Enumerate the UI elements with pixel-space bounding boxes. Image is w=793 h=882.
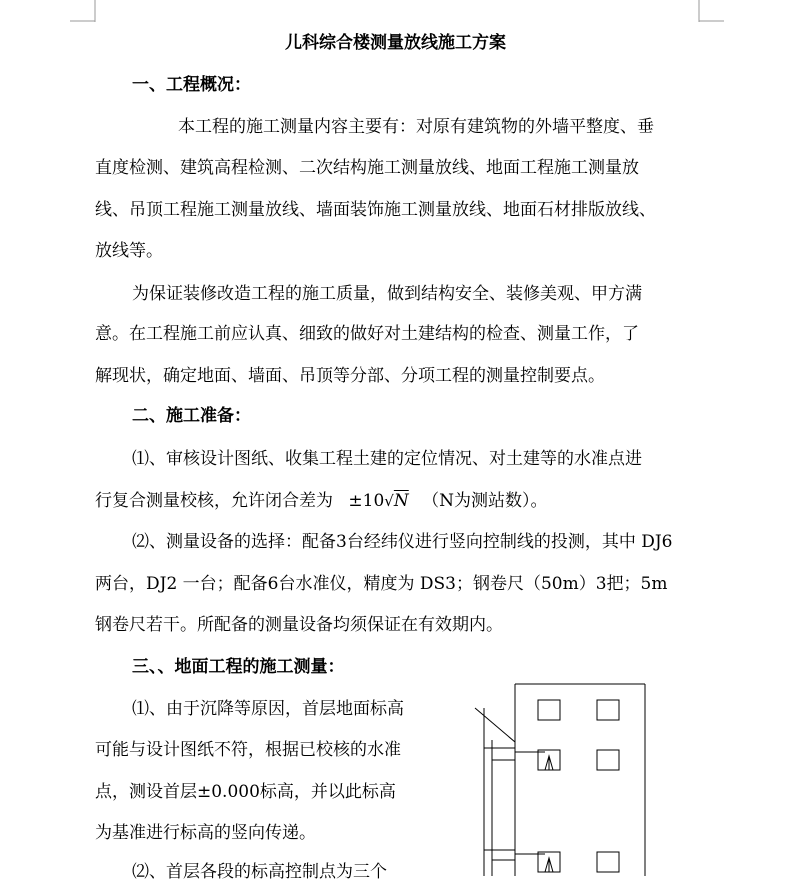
- paragraph-line-with-formula: [95, 491, 548, 511]
- paragraph-line: 线、吊顶工程施工测量放线、墙面装饰施工测量放线、地面石材排版放线、: [95, 200, 656, 220]
- paragraph-line: ⑵、首层各段的标高控制点为三个: [132, 862, 387, 882]
- window: [597, 852, 619, 872]
- paragraph-line: 本工程的施工测量内容主要有：对原有建筑物的外墙平整度、垂: [178, 117, 654, 137]
- formula-radicand: N: [393, 491, 409, 511]
- document-title: 儿科综合楼测量放线施工方案: [285, 33, 506, 53]
- paragraph-line: 放线等。: [95, 241, 163, 261]
- radical-sign: √: [384, 492, 394, 510]
- leader-line: [475, 708, 515, 742]
- paragraph-line: 两台，DJ2 一台；配备6台水准仪，精度为 DS3；钢卷尺（50m）3把；5m: [95, 574, 668, 594]
- paragraph-line: 解现状，确定地面、墙面、吊顶等分部、分项工程的测量控制要点。: [95, 366, 605, 386]
- paragraph-line: 意。在工程施工前应认真、细致的做好对土建结构的检查、测量工作，了: [95, 324, 639, 344]
- section-heading: 二、施工准备：: [132, 406, 251, 426]
- paragraph-line: 可能与设计图纸不符，根据已校核的水准: [95, 740, 401, 760]
- paragraph-line: ⑵、测量设备的选择：配备3台经纬仪进行竖向控制线的投测，其中 DJ6: [132, 532, 673, 552]
- page-corner-marks: [0, 0, 793, 30]
- paragraph-line: 直度检测、建筑高程检测、二次结构施工测量放线、地面工程施工测量放: [95, 158, 639, 178]
- paragraph-line: 钢卷尺若干。所配备的测量设备均须保证在有效期内。: [95, 615, 503, 635]
- formula-line-note: （N为测站数）。: [422, 491, 548, 511]
- building-elevation-diagram: [470, 660, 670, 876]
- window: [597, 750, 619, 770]
- formula-line-text: 行复合测量校核，允许闭合差为: [95, 491, 333, 511]
- paragraph-line: 为保证装修改造工程的施工质量，做到结构安全、装修美观、甲方满: [132, 284, 642, 304]
- section-heading: 三、、地面工程的施工测量：: [132, 657, 345, 677]
- window: [597, 700, 619, 720]
- formula-prefix: ±10: [348, 491, 385, 511]
- window: [538, 700, 560, 720]
- paragraph-line: 为基准进行标高的竖向传递。: [95, 823, 316, 843]
- closure-tolerance-formula: [348, 491, 414, 511]
- section-heading: 一、工程概况：: [132, 75, 251, 95]
- paragraph-line: ⑴、由于沉降等原因，首层地面标高: [132, 699, 404, 719]
- paragraph-line: 点，测设首层±0.000标高，并以此标高: [95, 782, 396, 802]
- paragraph-line: ⑴、审核设计图纸、收集工程土建的定位情况、对土建等的水准点进: [132, 449, 642, 469]
